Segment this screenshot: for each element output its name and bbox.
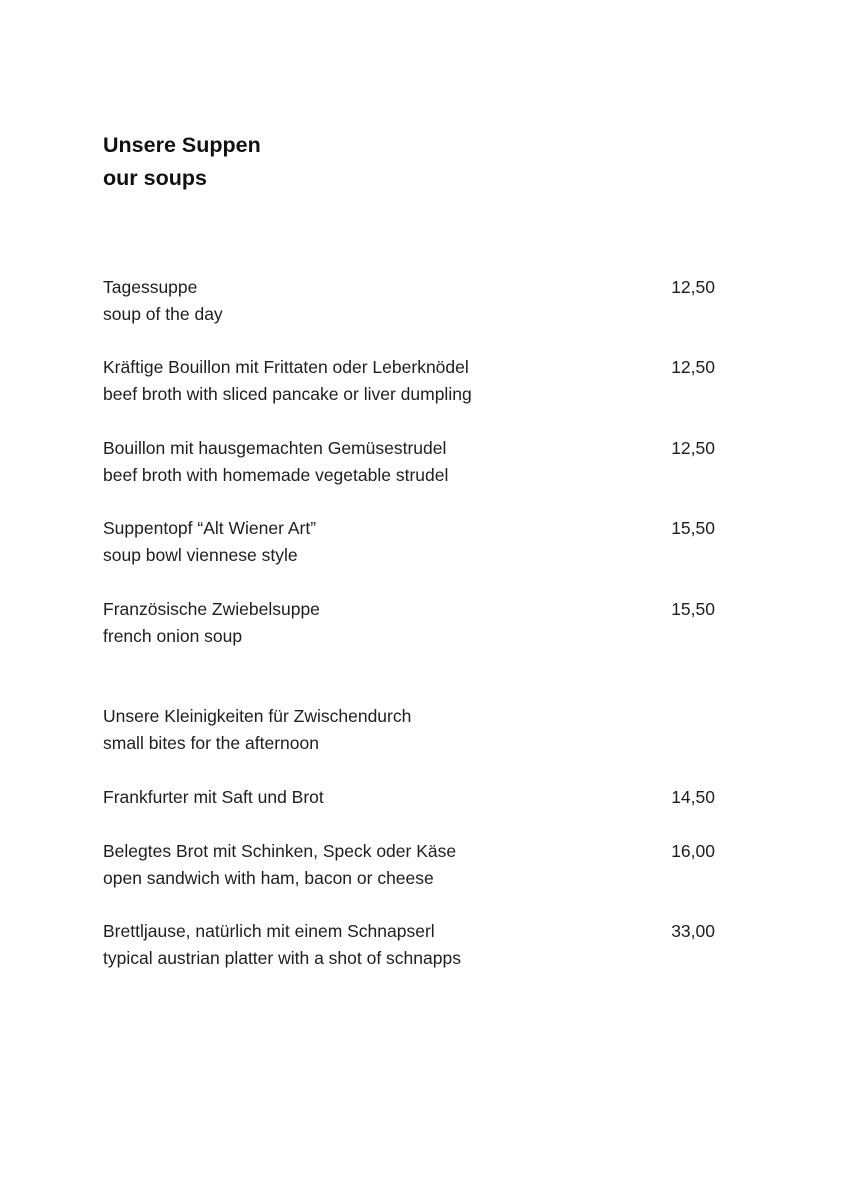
menu-item-bouillon-frittaten (103, 354, 715, 408)
item-name-german: Belegtes Brot mit Schinken, Speck oder Käse (103, 841, 457, 861)
item-name-german: Tagessuppe (103, 277, 198, 297)
heading-german: Unsere Suppen (103, 133, 261, 157)
item-price: 15,50 (671, 518, 715, 538)
menu-item-frankfurter (103, 784, 715, 811)
heading-english: our soups (103, 166, 207, 190)
item-name-english: typical austrian platter with a shot of schnapps (103, 948, 461, 968)
item-price: 12,50 (671, 357, 715, 377)
item-name-german: Brettljause, natürlich mit einem Schnapserl (103, 921, 435, 941)
item-name-german: Bouillon mit hausgemachten Gemüsestrudel (103, 438, 447, 458)
menu-item-zwiebelsuppe (103, 596, 715, 650)
section-heading-soups (103, 129, 261, 195)
item-name-english: beef broth with homemade vegetable strudel (103, 465, 449, 485)
menu-item-suppentopf (103, 515, 715, 569)
item-name-english: soup of the day (103, 304, 223, 324)
item-name-german: Frankfurter mit Saft und Brot (103, 787, 324, 807)
item-name-english: open sandwich with ham, bacon or cheese (103, 868, 434, 888)
item-price: 12,50 (671, 438, 715, 458)
item-price: 33,00 (671, 921, 715, 941)
menu-item-brettljause (103, 918, 715, 972)
section-heading-snacks (103, 703, 411, 757)
item-name-german: Suppentopf “Alt Wiener Art” (103, 518, 317, 538)
item-name-english: soup bowl viennese style (103, 545, 298, 565)
item-price: 14,50 (671, 787, 715, 807)
item-price: 15,50 (671, 599, 715, 619)
item-name-english: french onion soup (103, 626, 243, 646)
menu-item-belegtes-brot (103, 838, 715, 892)
menu-item-tagessuppe (103, 274, 715, 328)
subheading-german: Unsere Kleinigkeiten für Zwischendurch (103, 706, 412, 726)
item-name-german: Kräftige Bouillon mit Frittaten oder Leberknödel (103, 357, 469, 377)
item-price: 12,50 (671, 277, 715, 297)
item-name-german: Französische Zwiebelsuppe (103, 599, 320, 619)
item-name-english: beef broth with sliced pancake or liver dumpling (103, 384, 472, 404)
menu-item-bouillon-gemuesestrudel (103, 435, 715, 489)
item-price: 16,00 (671, 841, 715, 861)
subheading-english: small bites for the afternoon (103, 733, 319, 753)
